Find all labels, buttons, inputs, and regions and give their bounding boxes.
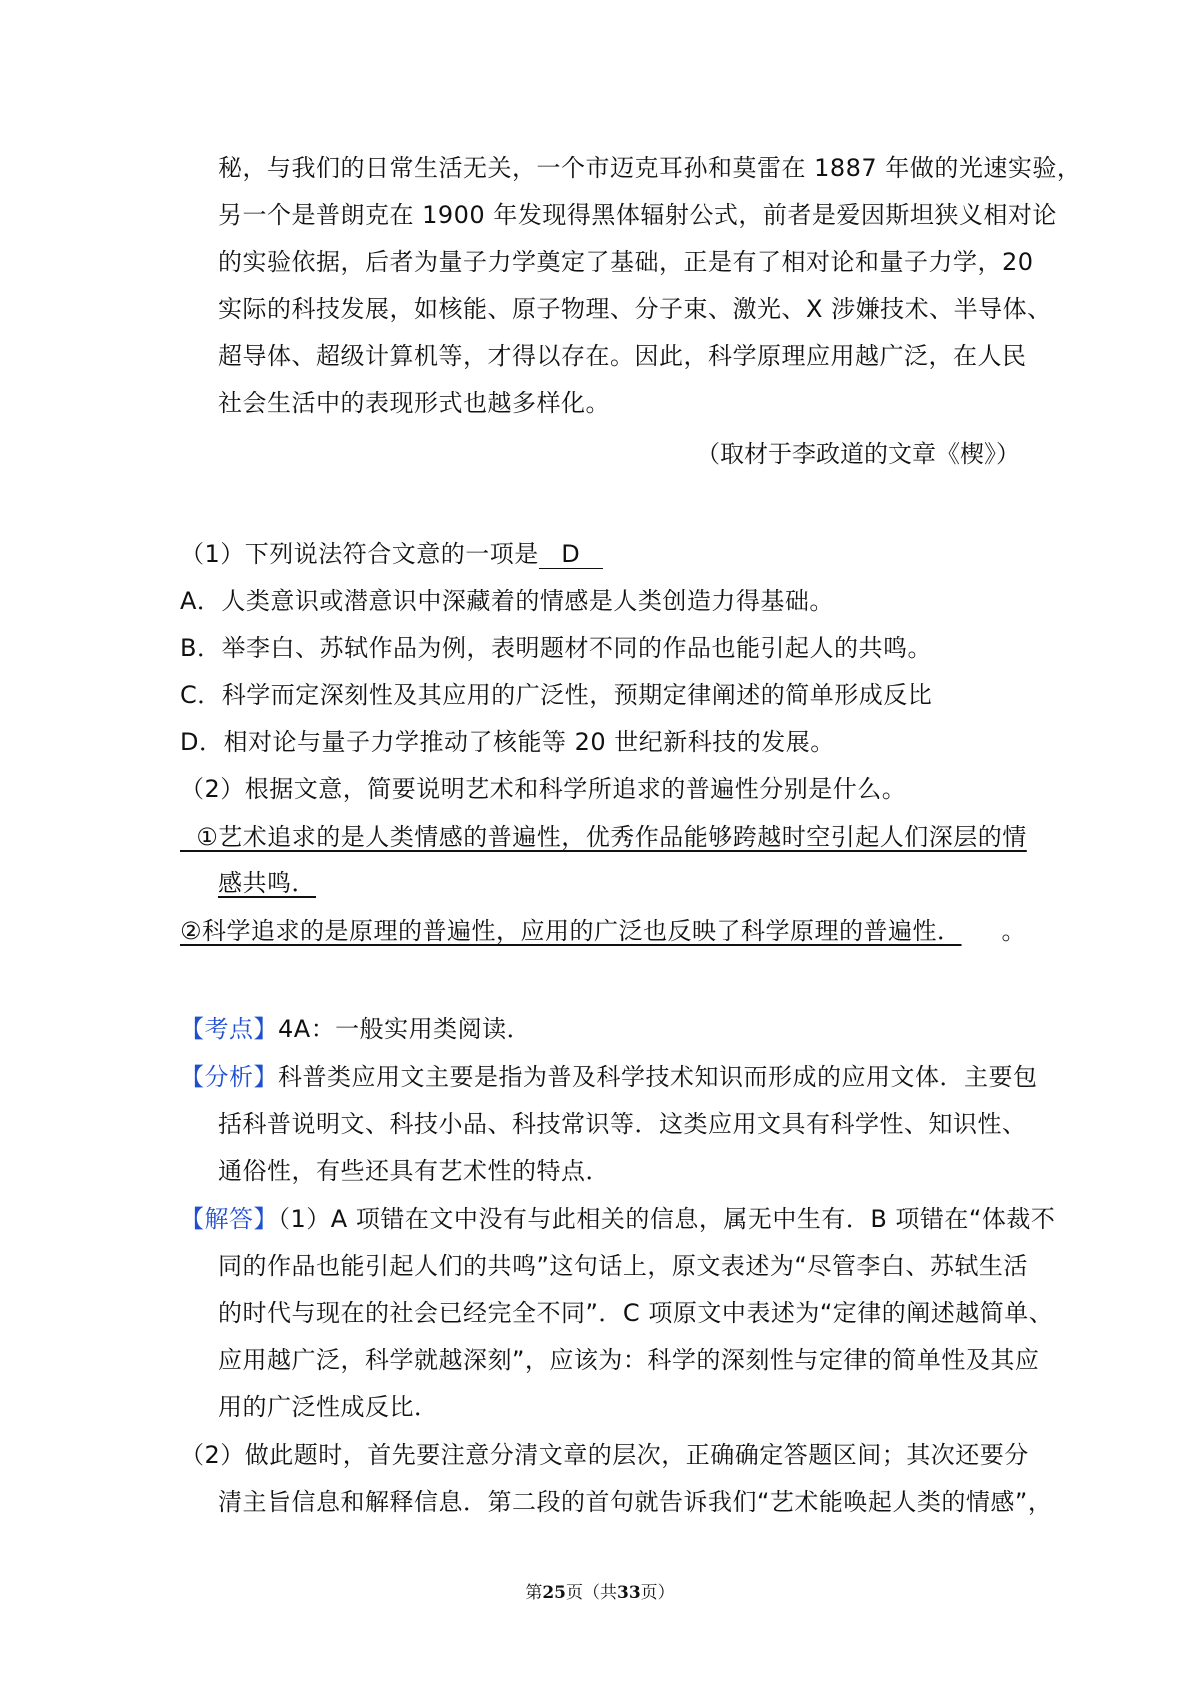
option-a: A．人类意识或潜意识中深藏着的情感是人类创造力得基础。: [180, 587, 834, 615]
fenxi-text: 科普类应用文主要是指为普及科学技术知识而形成的应用文体．主要包: [278, 1063, 1038, 1091]
jieda-text: （1）A 项错在文中没有与此相关的信息，属无中生有．B 项错在“体裁不: [278, 1205, 1056, 1233]
page-footer: 第25页（共33页）: [525, 1583, 675, 1603]
kaodian-tag: 【考点】: [180, 1015, 278, 1043]
jieda-row: [180, 1202, 1055, 1236]
jieda-line: 的时代与现在的社会已经完全不同”．C 项原文中表述为“定律的阐述越简单、: [218, 1299, 1054, 1327]
option-c: C．科学而定深刻性及其应用的广泛性，预期定律阐述的简单形成反比: [180, 681, 933, 709]
question2-answer-line: [218, 866, 344, 900]
question1-prompt: [180, 537, 603, 571]
passage-line: 秘，与我们的日常生活无关，一个市迈克耳孙和莫雷在 1887 年做的光速实验，: [218, 154, 1082, 182]
question2-answer-tail: 。: [1001, 917, 1027, 945]
passage-line: 实际的科技发展，如核能、原子物理、分子束、激光、X 涉嫌技术、半导体、: [218, 295, 1052, 323]
question2-prompt: （2）根据文意，简要说明艺术和科学所追求的普遍性分别是什么。: [180, 775, 907, 803]
jieda-part2-line: 清主旨信息和解释信息．第二段的首句就告诉我们“艺术能唤起人类的情感”，: [218, 1488, 1053, 1516]
question2-answer-line: ①艺术追求的是人类情感的普遍性，优秀作品能够跨越时空引起人们深层的情: [180, 823, 1027, 851]
fenxi-line: 括科普说明文、科技小品、科技常识等．这类应用文具有科学性、知识性、: [218, 1110, 1027, 1138]
fenxi-line: 通俗性，有些还具有艺术性的特点．: [218, 1157, 610, 1185]
fenxi-row: [180, 1060, 1038, 1094]
kaodian-row: [180, 1012, 531, 1046]
jieda-tag: 【解答】: [180, 1205, 278, 1233]
option-b: B．举李白、苏轼作品为例，表明题材不同的作品也能引起人的共鸣。: [180, 634, 932, 662]
question2-answer-text: 感共鸣．: [218, 869, 316, 897]
question1-answer-blank: D: [539, 540, 603, 569]
passage-source: （取材于李政道的文章《楔》）: [696, 440, 1020, 468]
jieda-part2-line: （2）做此题时，首先要注意分清文章的层次，正确确定答题区间；其次还要分: [180, 1441, 1029, 1469]
question1-prompt-text: （1）下列说法符合文意的一项是: [180, 540, 539, 568]
passage-line: 另一个是普朗克在 1900 年发现得黑体辐射公式，前者是爱因斯坦狭义相对论: [218, 201, 1057, 229]
option-d: D．相对论与量子力学推动了核能等 20 世纪新科技的发展。: [180, 728, 835, 756]
kaodian-text: 4A：一般实用类阅读．: [278, 1015, 532, 1043]
current-page-number: 25: [542, 1583, 566, 1603]
passage-line: 的实验依据，后者为量子力学奠定了基础，正是有了相对论和量子力学，20: [218, 248, 1034, 276]
jieda-line: 用的广泛性成反比．: [218, 1393, 439, 1421]
fenxi-tag: 【分析】: [180, 1063, 278, 1091]
jieda-line: 同的作品也能引起人们的共鸣”这句话上，原文表述为“尽管李白、苏轼生活: [218, 1252, 1028, 1280]
passage-line: 超导体、超级计算机等，才得以存在。因此，科学原理应用越广泛，在人民: [218, 342, 1027, 370]
question2-answer-text: ②科学追求的是原理的普遍性，应用的广泛也反映了科学原理的普遍性．: [180, 917, 962, 945]
question2-answer-line: [180, 914, 1026, 948]
passage-line: 社会生活中的表现形式也越多样化。: [218, 389, 610, 417]
total-page-count: 33: [617, 1583, 641, 1603]
jieda-line: 应用越广泛，科学就越深刻”，应该为：科学的深刻性与定律的简单性及其应: [218, 1346, 1040, 1374]
